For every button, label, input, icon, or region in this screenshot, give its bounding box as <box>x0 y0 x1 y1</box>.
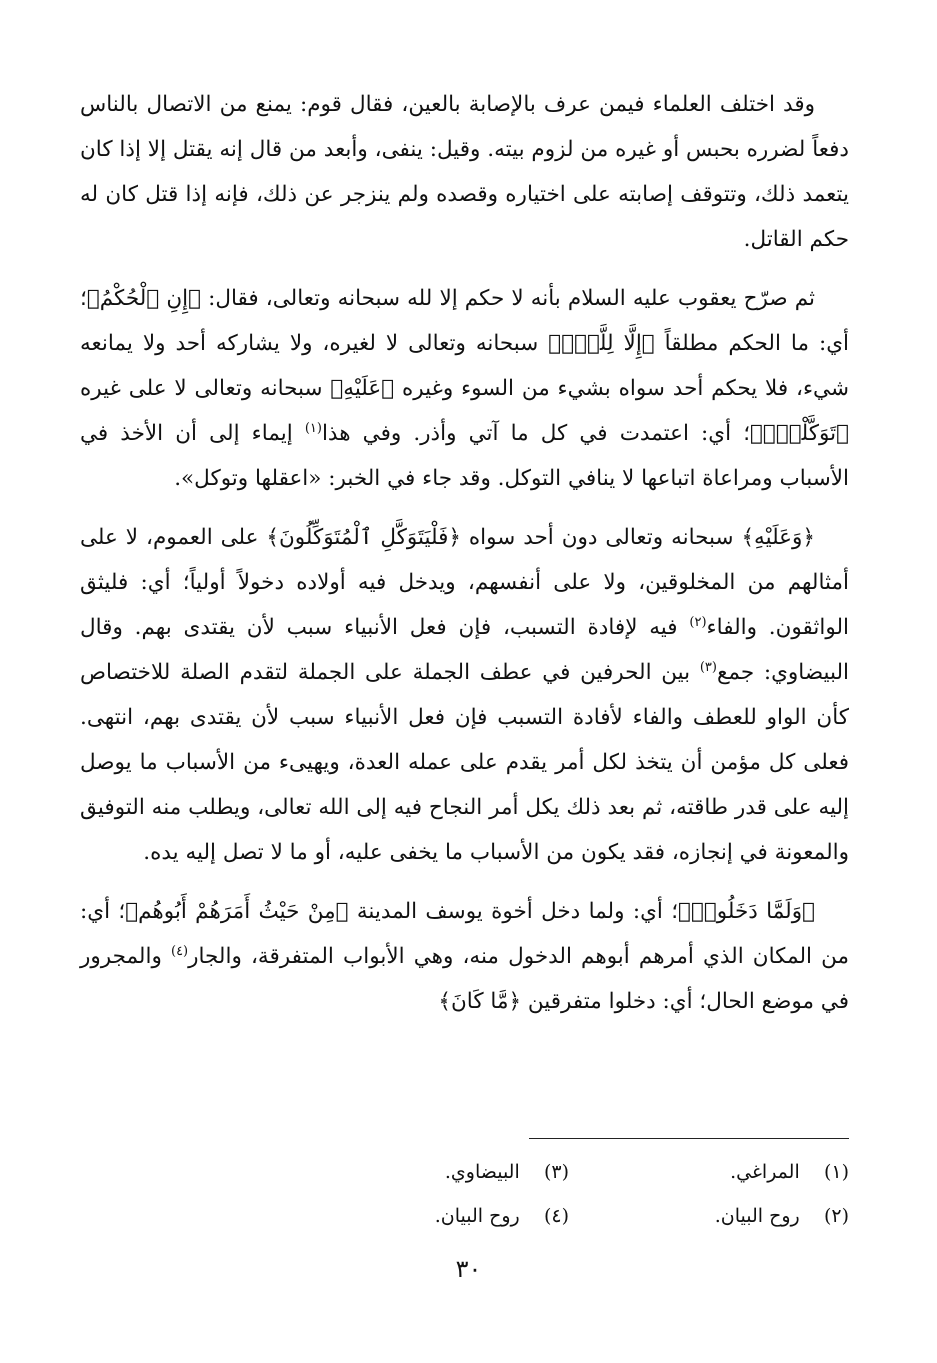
quran-quote: ﴿عَلَيْهِ﴾ <box>330 376 395 401</box>
footnote-row <box>289 1194 849 1238</box>
quran-quote: ﴿إِلَّا لِلَّهِۖ﴾ <box>548 331 655 356</box>
quran-quote: ﴿إِنِ ٱلْحُكْمُ﴾ <box>86 286 202 311</box>
paragraph <box>80 889 849 1024</box>
footnote-ref: (١) <box>304 420 322 436</box>
footnote-text: روح البيان. <box>714 1205 800 1227</box>
footnote <box>569 1150 849 1194</box>
paragraph <box>80 515 849 875</box>
quran-quote: ﴿وَعَلَيْهِ﴾ <box>741 525 815 550</box>
paragraph <box>80 276 849 501</box>
text-run: وقد اختلف العلماء فيمن عرف بالإصابة بالعين، فقال قوم: يمنع من الاتصال بالناس دفعاً لضرره بحبس أو غيره من لزوم بيته. وقيل: ينفى، وأبعد من قال إنه يقتل إلا إذا كان يتعمد ذلك، وتتوقف إصابته على اختياره وقصده ولم ينزجر عن ذلك، فإنه إذا قتل كان له حكم القاتل. <box>80 92 849 252</box>
footnote-number: (٢) <box>823 1205 849 1227</box>
footnote <box>569 1194 849 1238</box>
footnote-ref: (٣) <box>699 659 717 675</box>
quran-quote: ﴿وَلَمَّا دَخَلُوا۟﴾ <box>678 899 815 924</box>
text-run: ثم صرّح يعقوب عليه السلام بأنه لا حكم إلا لله سبحانه وتعالى، فقال: <box>201 286 815 311</box>
footnote-ref: (٤) <box>170 943 189 959</box>
text-run: ؛ أي: ولما دخل أخوة يوسف المدينة <box>348 899 679 924</box>
footnote <box>289 1194 569 1238</box>
footnotes <box>289 1150 849 1238</box>
text-run: على العموم، لا على أمثالهم من المخلوقين، ولا على أنفسهم، ويدخل فيه أولاده دخولاً أولياً؛ أي: فليثق الواثقون. والفاء <box>80 525 849 640</box>
text-run: فيه لإفادة التسبب، فإن فعل الأنبياء سبب لأن يقتدى بهم. وقال البيضاوي: جمع <box>80 615 849 685</box>
quran-quote: ﴿فَلْيَتَوَكَّلِ ٱلْمُتَوَكِّلُونَ﴾ <box>266 525 461 550</box>
paragraph <box>80 82 849 262</box>
footnote-number: (٤) <box>543 1205 569 1227</box>
footnote-ref: (٢) <box>689 614 707 630</box>
quran-quote: ﴿تَوَكَّلْتُۖ﴾ <box>750 421 849 446</box>
footnote-text: البيضاوي. <box>444 1161 520 1183</box>
text-run: إيماء إلى أن الأخذ في الأسباب ومراعاة اتباعها لا ينافي التوكل. وقد جاء في الخبر: «اعقلها وتوكل». <box>80 421 849 491</box>
footnote-number: (٣) <box>543 1161 569 1183</box>
page-number: ٣٠ <box>455 1255 482 1283</box>
text-run: سبحانه وتعالى دون أحد سواه <box>460 525 742 550</box>
text-run: سبحانه وتعالى لا على غيره <box>80 376 331 401</box>
text-run: ؛ أي: اعتمدت في كل ما آتي وأذر. وفي هذا <box>321 421 751 446</box>
text-run: بين الحرفين في عطف الجملة على الجملة لتقدم الصلة للاختصاص كأن الواو للعطف والفاء لأفادة التسبب فإن فعل الأنبياء سبب لأن يقتدى بهم، انتهى. فعلى كل مؤمن أن يتخذ لكل أمر يقدم على عمله العدة، ويهيىء من الأسباب ما يوصل إليه على قدر طاقته، ثم بعد ذلك يكل أمر النجاح فيه إلى الله تعالى، ويطلب منه التوفيق والمعونة في إنجازه، فقد يكون من الأسباب ما يخفى عليه، أو ما لا تصل إليه يده. <box>80 660 849 865</box>
footnote-row <box>289 1150 849 1194</box>
footnote-separator <box>529 1138 849 1139</box>
footnote-number: (١) <box>823 1161 849 1183</box>
quran-quote: ﴿مِنْ حَيْثُ أَمَرَهُمْ أَبُوهُم﴾ <box>125 899 349 924</box>
text-run: ؛ أي: ما الحكم مطلقاً <box>80 286 850 356</box>
main-text <box>80 82 849 1024</box>
footnote-text: روح البيان. <box>434 1205 520 1227</box>
footnote <box>289 1150 569 1194</box>
text-run: والمجرور في موضع الحال؛ أي: دخلوا متفرقين <box>80 944 849 1014</box>
text-run: سبحانه وتعالى لا لغيره، ولا يشاركه أحد ولا يمانعه شيء، فلا يحكم أحد سواه بشيء من السوء وغيره <box>80 331 849 401</box>
quran-quote: ﴿مَّا كَانَ﴾ <box>438 989 522 1014</box>
footnote-text: المراغي. <box>730 1161 800 1183</box>
text-run: ؛ أي: من المكان الذي أمرهم أبوهم الدخول منه، وهي الأبواب المتفرقة، والجار <box>80 899 849 969</box>
